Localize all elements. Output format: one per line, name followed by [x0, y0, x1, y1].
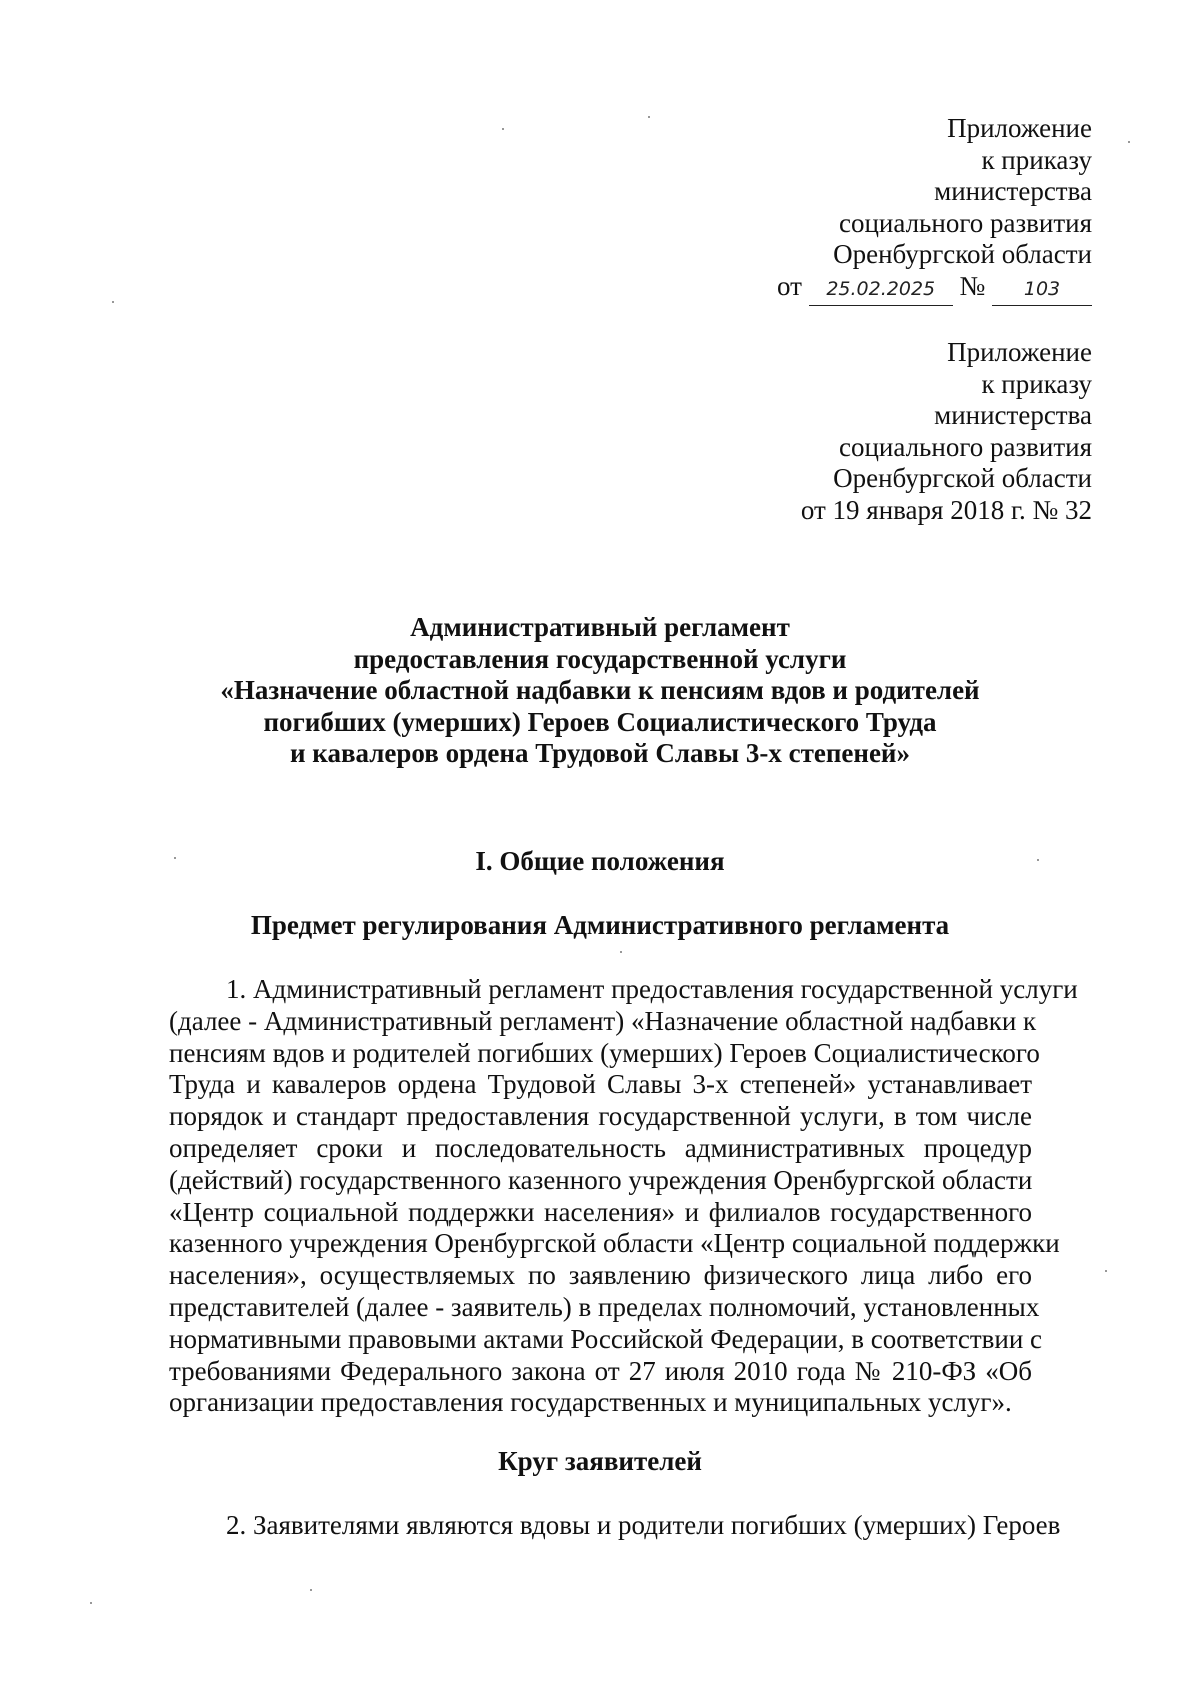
subsection-heading: Предмет регулирования Административного регламента [250, 910, 950, 940]
paragraph-line: требованиями Федерального закона от 27 июля 2010 года № 210-ФЗ «Об [169, 1355, 1032, 1386]
paragraph-line: «Центр социальной поддержки населения» и филиалов государственного [169, 1196, 1032, 1227]
document-title [165, 612, 1035, 770]
paragraph-line: (далее - Административный регламент) «Назначение областной надбавки к [169, 1005, 1037, 1036]
paragraph-line: определяет сроки и последовательность административных процедур [169, 1132, 1032, 1163]
title-line: Административный регламент [410, 612, 790, 642]
title-line: «Назначение областной надбавки к пенсиям вдов и родителей [220, 675, 980, 705]
subsection-heading: Круг заявителей [498, 1446, 702, 1476]
scan-speck [1128, 141, 1130, 143]
appendix-date-number-line [777, 271, 1092, 307]
appendix-line: Приложение [947, 113, 1092, 143]
section-heading: I. Общие положения [475, 846, 725, 876]
title-line: предоставления государственной услуги [353, 643, 847, 674]
paragraph-line: населения», осуществляемых по заявлению физического лица либо его [169, 1260, 1032, 1291]
handwritten-number: 103 [992, 274, 1092, 307]
paragraph-line: 2. Заявителями являются вдовы и родители погибших (умерших) Героев [226, 1510, 1061, 1540]
appendix-current-order [777, 113, 1092, 306]
appendix-line: к приказу [981, 144, 1092, 175]
appendix-line: от 19 января 2018 г. № 32 [800, 494, 1092, 525]
scan-speck [620, 951, 622, 953]
scan-speck [310, 1589, 312, 1591]
number-label: № [959, 270, 986, 301]
appendix-line: министерства [934, 176, 1092, 206]
scan-speck [648, 116, 650, 118]
scan-speck [1037, 859, 1039, 861]
from-label: от [777, 270, 802, 301]
paragraph-line: пенсиям вдов и родителей погибших (умерших) Героев Социалистического [169, 1037, 1040, 1068]
paragraph-2 [169, 1510, 1061, 1542]
title-line: и кавалеров ордена Трудовой Славы 3-х степеней» [290, 738, 910, 768]
appendix-line: социального развития [838, 207, 1092, 238]
paragraph-line: порядок и стандарт предоставления государственной услуги, в том числе [169, 1101, 1032, 1132]
appendix-line: Оренбургской области [833, 239, 1092, 269]
scan-speck [174, 857, 176, 859]
appendix-line: социального развития [838, 431, 1092, 462]
paragraph-line: организации предоставления государственных и муниципальных услуг». [169, 1387, 1012, 1418]
scan-speck [1105, 1270, 1107, 1272]
title-line: погибших (умерших) Героев Социалистического Труда [263, 706, 937, 737]
appendix-line: Оренбургской области [833, 463, 1092, 493]
paragraph-line: (действий) государственного казенного учреждения Оренбургской области [169, 1164, 1033, 1195]
paragraph-line: 1. Административный регламент предоставления государственной услуги [226, 974, 1078, 1004]
scan-speck [502, 128, 504, 130]
paragraph-line: нормативными правовыми актами Российской Федерации, в соответствии с [169, 1323, 1043, 1354]
appendix-line: министерства [934, 400, 1092, 430]
paragraph-line: представителей (далее - заявитель) в пределах полномочий, установленных [169, 1291, 1040, 1322]
scan-speck [90, 1602, 92, 1604]
appendix-line: Приложение [947, 337, 1092, 367]
appendix-line: к приказу [981, 368, 1092, 399]
handwritten-date: 25.02.2025 [809, 274, 953, 307]
paragraph-1 [169, 974, 1078, 1419]
scan-speck [112, 301, 114, 303]
paragraph-line: казенного учреждения Оренбургской области «Центр социальной поддержки [169, 1228, 1060, 1259]
paragraph-line: Труда и кавалеров ордена Трудовой Славы 3-х степеней» устанавливает [169, 1069, 1032, 1100]
appendix-original-order [801, 337, 1092, 526]
